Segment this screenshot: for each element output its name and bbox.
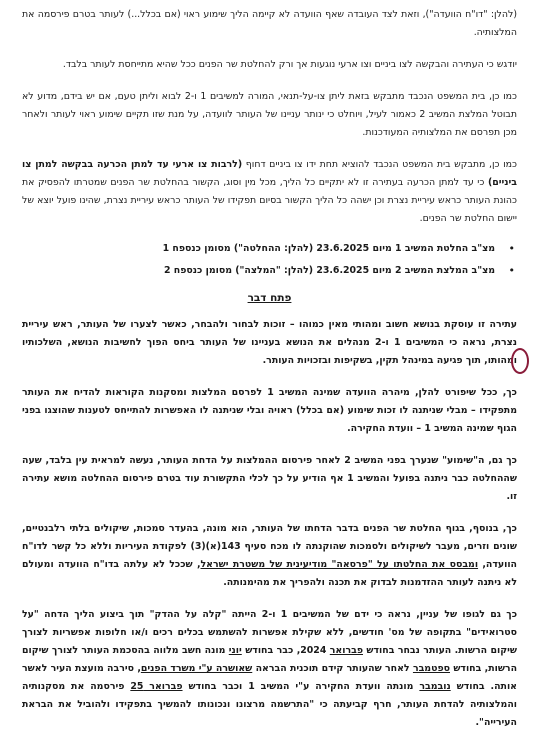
interim-order-text-b: כי עד למתן הכרעה בעתירה זו לא יתקיים כל הליך, מכל מין וסוג, הקשור בהחלטת שר הפנים שמטרתו להפסיק את כהונת העותר כראש עיריית נצרת וכן ישהה כל הליך הקשור בסיום תפקידו של העותר כראש עיריית נצרת, שהינו פועל יוצא של יישום החלטת שר הפנים. bbox=[22, 177, 517, 224]
timeline-month: פברואר 25 bbox=[130, 681, 183, 692]
timeline-text: כך גם לגופו של עניין, נראה כי ידם של המשיבים 1 ו-2 הייתה "קלה על ההדק" תוך ביצוע הליך הדחה "על סטרואידים" בתקופה של מס' חודשים, ללא שקילת אפשרות להשתמש בכלים רכים ו/או חלופות אפשריות לצורך שיקום הרשות. העותר נבחר בחודש bbox=[22, 609, 518, 656]
timeline-text: 2024, כבר בחודש bbox=[241, 645, 330, 656]
paragraph-no-hearing: כך, ככל שיפורט להלן, מיהרה הוועדה שמינה המשיב 1 לפרסם המלצות ומסקנות הקוראות להדיח את העותר מתפקידו – מבלי שניתנה לו זכות שימוע (אם בכלל) ראויה ובלי שניתנה לו האפשרות להתייחס לטענות שהוצגו בפני הגוף שמינה המשיב 1 – וועדת החקירה. bbox=[22, 387, 517, 434]
interim-order-text-a: כמו כן, מתבקש בית המשפט הנכבד להוציא תחת ידו צו ביניים דחוף bbox=[242, 159, 517, 170]
attachment-item bbox=[22, 260, 517, 282]
paragraph-hearing-appearance: כך גם, ה"שימוע" שנערך בפני המשיב 2 לאחר פירסום ההמלצות על הדחת העותר, נעשה למראית עין בלבד, שעה שההחלטה כבר ניתנה בפועל והמשיב 1 אף הודיע על כך לכלי התקשורת עוד בטרם פירסום ההחלטה מושא עתירה זו. bbox=[22, 455, 517, 502]
considerations-text-b: , שככל לא עלתה בדו"ח הוועדה ומעולם לא ניתנה לעותר ההזדמנות לבדוק את תכנה ולהפריך את מהימנותה. bbox=[22, 559, 517, 588]
timeline-text: מונתה וועדת החקירה ע"י המשיב 1 וכבר בחודש bbox=[182, 681, 420, 692]
paragraph-committee-report: (להלן: "דו"ח הוועדה"), וזאת לצד העובדה שאף הוועדה לא קיימה הליך שימוע ראוי (אם בכלל...) לעותר בטרם פירסמה את המלצותיה. bbox=[22, 9, 517, 38]
paragraph-order-nisi: כמו כן, בית המשפט הנכבד מתבקש בזאת ליתן צו-על-תנאי, המורה למשיבים 1 ו-2 לבוא וליתן טעם, אם יש בידם, מדוע לא תבוטל המלצת המשיב 2 כאמור לעיל, ויוחלט כי ינותר עניינו של העותר לוועדה, על מנת שזו תקיים שימוע ראוי לעותר ולאחר מכן תפרסם את המלצותיה המעודכנות. bbox=[22, 91, 517, 138]
timeline-text: , סירבה מועצת העיר לאשר אותה. בחודש bbox=[22, 663, 518, 692]
paragraph-interim-order bbox=[22, 156, 517, 228]
paragraph-scope: יודגש כי העתירה והבקשה לצו ביניים וצו ארעי נוגעות אך ורק להחלטת שר הפנים ככל שהיא מתייחסת לעותר בלבד. bbox=[62, 59, 517, 70]
timeline-month: פברואר bbox=[329, 645, 363, 656]
timeline-text: לאחר שהעותר קידם תוכנית הבראה bbox=[252, 663, 413, 674]
paragraph-timeline bbox=[22, 606, 517, 732]
bullet-marker: • bbox=[508, 264, 515, 277]
timeline-text: פירסמה את מסקנותיה והמלצותיה להדחת העותר, חרף קביעתה כי "התרשמה מרצונו ונכונותו להמשיך בתפקידו ולהוביל את הבראת העירייה". bbox=[22, 681, 517, 728]
page-edge-marker-icon bbox=[511, 348, 529, 374]
attachments-list bbox=[22, 238, 517, 282]
bullet-marker: • bbox=[508, 242, 515, 255]
document-page bbox=[22, 0, 518, 728]
timeline-month: יוני bbox=[228, 645, 242, 656]
paragraph-intro: עתירה זו עוסקת בנושא חשוב ומהותי מאין כמוהו – זוכות לבחור ולהבחר, כאשר לצערו של העותר, ראש עיריית נצרת, נראה כי המשיבים 1 ו-2 מנהלים את הנושא בעניינו של העותר ביחס הפוך לחשיבות הנושא, השלכותיו ומהותו, תוך פגיעה במינהל תקין, בשקיפות ובזכויות העותר. bbox=[22, 319, 517, 366]
attachment-text: מצ"ב החלטת המשיב 1 מיום 23.6.2025 (להלן: ההחלטה") מסומן כנספח 1 bbox=[162, 243, 495, 254]
timeline-month: ספטמבר bbox=[412, 663, 450, 674]
attachment-item bbox=[22, 238, 517, 260]
attachment-text: מצ"ב המלצת המשיב 2 מיום 23.6.2025 (להלן: "המלצה") מסומן כנספח 2 bbox=[164, 265, 495, 276]
timeline-month: נובמבר bbox=[419, 681, 451, 692]
considerations-text-a: כך, בנוסף, בגוף החלטת שר הפנים בדבר הדחתו של העותר, הוא מונה, בהעדר סמכות, שיקולים בלתי רלבנטיים, שונים וזרים, מעבר לשיקולים ולסמכות שהוקנתה לו מכח סעיף 143(א)(3) לפקודת העיריות וללא כל קשר לדו"ח הוועדה, bbox=[22, 523, 517, 570]
paragraph-irrelevant-considerations bbox=[22, 520, 517, 592]
considerations-underlined: ומבסס את החלטתו על "פרסאה" מודיעינית של משטרת ישראל bbox=[200, 559, 479, 570]
timeline-underlined: שאושרה ע"י משרד הפנים bbox=[140, 663, 253, 674]
timeline-text: מונה חשב מלווה בהסכמת העותר לצורך שיקום הרשות, בחודש bbox=[22, 645, 518, 674]
section-heading: פתח דבר bbox=[247, 292, 292, 304]
interim-order-bold: (לרבות צו ארעי עד למתן הכרעה בבקשה למתן צו ביניים) bbox=[22, 159, 517, 188]
